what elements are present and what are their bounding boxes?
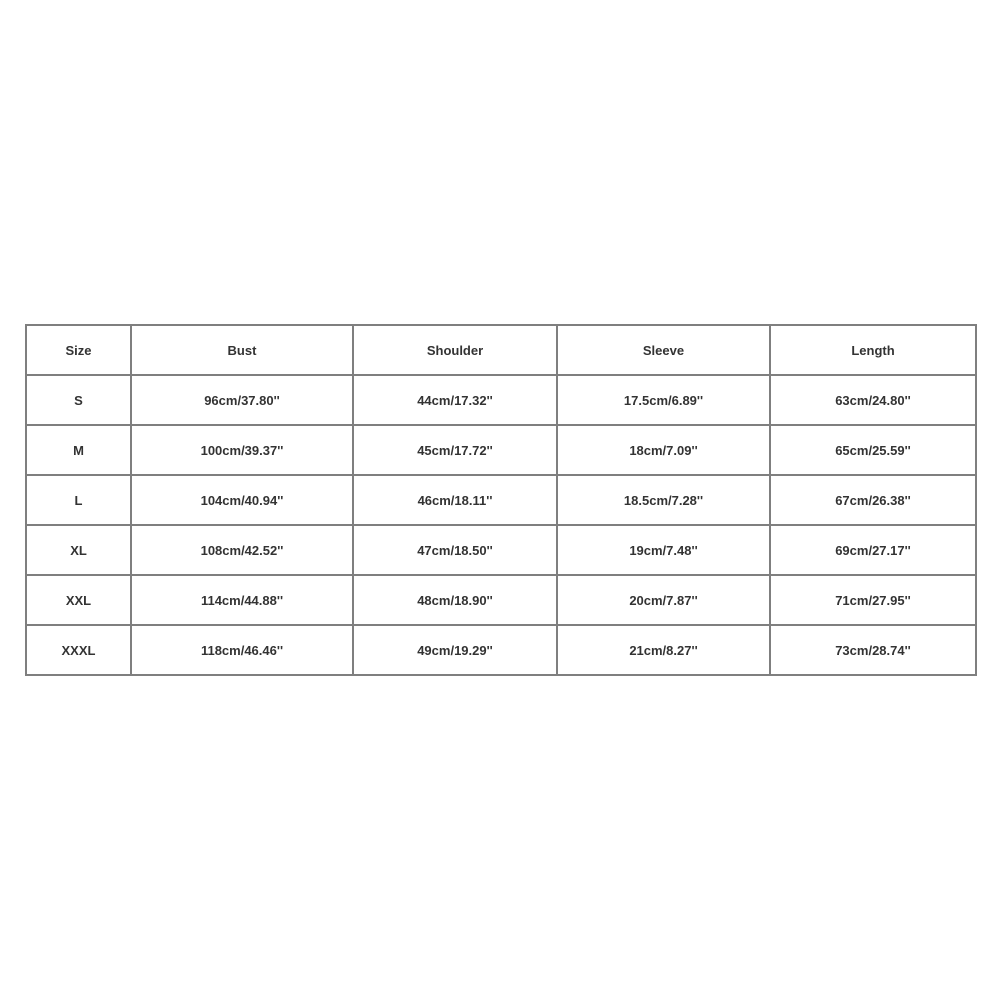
size-chart-body xyxy=(26,375,976,675)
cell-sleeve: 18cm/7.09'' xyxy=(557,425,770,475)
cell-length: 65cm/25.59'' xyxy=(770,425,976,475)
cell-length: 67cm/26.38'' xyxy=(770,475,976,525)
header-length: Length xyxy=(770,325,976,375)
cell-shoulder: 44cm/17.32'' xyxy=(353,375,557,425)
cell-size: S xyxy=(26,375,131,425)
cell-bust: 108cm/42.52'' xyxy=(131,525,353,575)
cell-length: 69cm/27.17'' xyxy=(770,525,976,575)
cell-sleeve: 18.5cm/7.28'' xyxy=(557,475,770,525)
cell-bust: 118cm/46.46'' xyxy=(131,625,353,675)
cell-sleeve: 19cm/7.48'' xyxy=(557,525,770,575)
cell-shoulder: 45cm/17.72'' xyxy=(353,425,557,475)
cell-bust: 96cm/37.80'' xyxy=(131,375,353,425)
table-row xyxy=(26,475,976,525)
cell-size: XL xyxy=(26,525,131,575)
table-row xyxy=(26,625,976,675)
header-bust: Bust xyxy=(131,325,353,375)
cell-length: 71cm/27.95'' xyxy=(770,575,976,625)
cell-length: 63cm/24.80'' xyxy=(770,375,976,425)
cell-sleeve: 21cm/8.27'' xyxy=(557,625,770,675)
table-row xyxy=(26,575,976,625)
header-size: Size xyxy=(26,325,131,375)
header-row xyxy=(26,325,976,375)
cell-bust: 100cm/39.37'' xyxy=(131,425,353,475)
cell-size: M xyxy=(26,425,131,475)
cell-shoulder: 46cm/18.11'' xyxy=(353,475,557,525)
size-chart-table xyxy=(25,324,977,676)
cell-shoulder: 48cm/18.90'' xyxy=(353,575,557,625)
header-sleeve: Sleeve xyxy=(557,325,770,375)
table-row xyxy=(26,525,976,575)
cell-shoulder: 49cm/19.29'' xyxy=(353,625,557,675)
cell-shoulder: 47cm/18.50'' xyxy=(353,525,557,575)
cell-size: XXXL xyxy=(26,625,131,675)
cell-length: 73cm/28.74'' xyxy=(770,625,976,675)
table-row xyxy=(26,425,976,475)
cell-bust: 114cm/44.88'' xyxy=(131,575,353,625)
size-chart-header xyxy=(26,325,976,375)
cell-size: XXL xyxy=(26,575,131,625)
cell-sleeve: 20cm/7.87'' xyxy=(557,575,770,625)
cell-size: L xyxy=(26,475,131,525)
cell-sleeve: 17.5cm/6.89'' xyxy=(557,375,770,425)
header-shoulder: Shoulder xyxy=(353,325,557,375)
table-row xyxy=(26,375,976,425)
cell-bust: 104cm/40.94'' xyxy=(131,475,353,525)
